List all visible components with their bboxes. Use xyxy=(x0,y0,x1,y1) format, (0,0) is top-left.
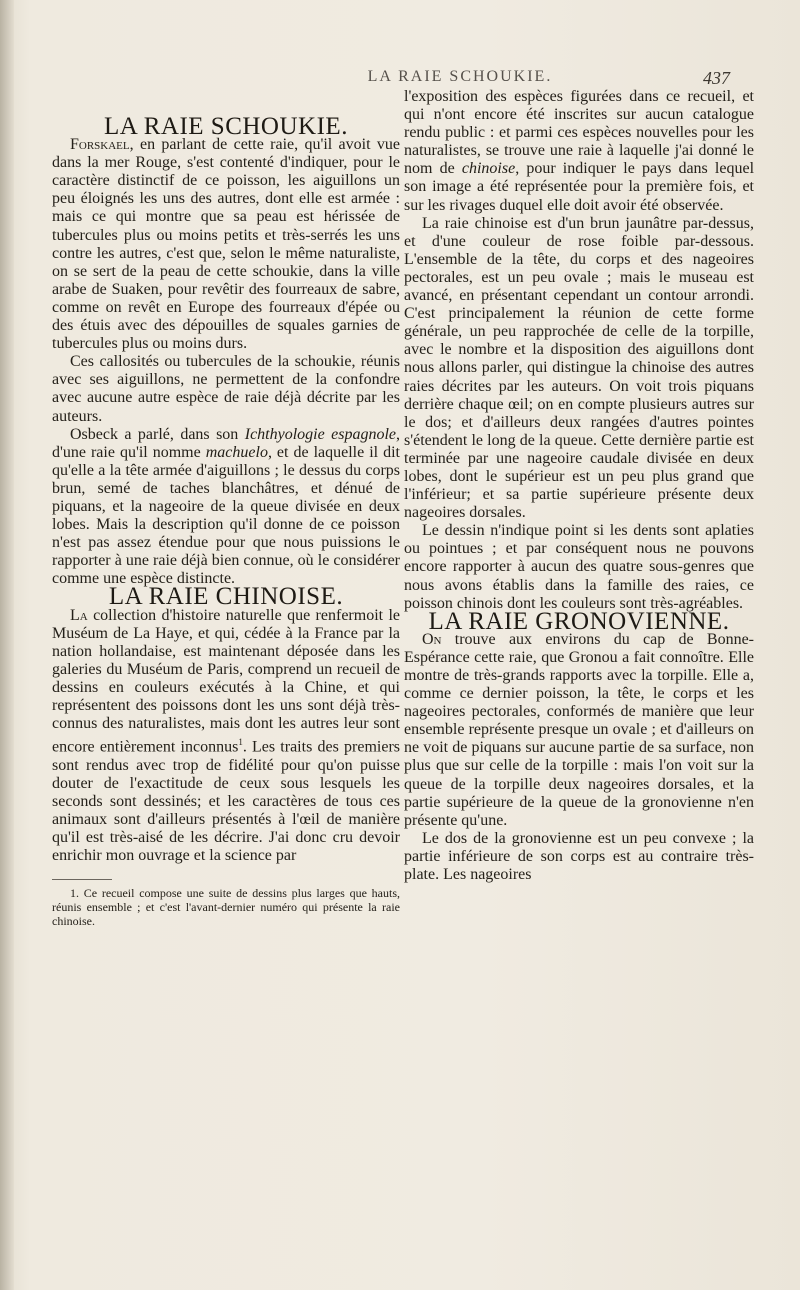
right-column xyxy=(404,88,754,884)
paragraph-text: Osbeck a parlé, dans son xyxy=(70,425,245,443)
footnote-marker: 1 xyxy=(238,737,243,748)
italic-title: Ichthyologie espagnole xyxy=(244,425,396,443)
paragraph-lead-word: La xyxy=(70,606,88,624)
left-column xyxy=(52,113,400,929)
page-number: 437 xyxy=(703,68,730,88)
paragraph-text: l'exposition des espèces figurées dans ce recueil, et qui n'ont encore été inscrites sur aucun catalogue rendu public : et parmi ces espèces nouvelles pour les naturalistes, se trouve une raie à laquelle j'ai donné le nom de xyxy=(404,88,754,178)
italic-name: machuelo xyxy=(205,443,268,461)
section-title-schoukie: LA RAIE SCHOUKIE. xyxy=(104,113,348,140)
paragraph-text: , en parlant de cette raie, qu'il avoit vue dans la mer Rouge, s'est contenté d'indiquer, pour le caractère distinctif de ce poisson, les aiguillons un peu éloignés les uns des autres, dont elle est armée : mais ce qui montre que sa peau est hérissée de tubercules plus ou moins petits et très-serrés les uns contre les autres, c'est que, selon le même naturaliste, on se sert de la peau de cette schoukie, dans la ville arabe de Suaken, pour revêtir des fourreaux de sabre, comme on revêt en Europe des fourreaux d'épée ou des étuis avec des dépouilles de squales garnies de tubercules plus ou moins durs. xyxy=(52,136,400,353)
paragraph-forskael xyxy=(52,136,400,353)
section-title-gronovienne: LA RAIE GRONOVIENNE. xyxy=(428,607,730,635)
paragraph-gronovienne xyxy=(404,631,754,830)
paragraph-dos: Le dos de la gronovienne est un peu convexe ; la partie inférieure de son corps est au contraire très-plate. Les nageoires xyxy=(404,829,754,884)
paragraph-description: La raie chinoise est d'un brun jaunâtre par-dessus, et d'une couleur de rose foible par-dessous. L'ensemble de la tête, du corps et des nageoires pectorales, est un peu ovale ; mais le museau est avancé, en présentant cependant un contour arrondi. C'est principalement la réunion de cette forme générale, un peu rapprochée de celle de la torpille, avec le nombre et la disposition des aiguillons dont nous allons parler, qui distingue la chinoise des autres raies décrites par les auteurs. On voit trois piquans derrière chaque œil; on en compte plusieurs autres sur le dos; et d'ailleurs deux rangées d'autres pointes s'étendent le long de la queue. Cette dernière partie est terminée par une nageoire caudale divisée en deux lobes, dont le supérieur est un peu plus grand que l'inférieur; et sa partie supérieure présente deux nageoires dorsales. xyxy=(404,214,754,522)
paragraph-text: trouve aux environs du cap de Bonne-Espérance cette raie, que Gronou a fait connoître. Elle montre de très-grands rapports avec la torpille. Elle a, comme ce dernier poisson, la tête, le corps et les nageoires pectorales, conformés de manière que leur ensemble représente presque un ovale ; et d'ailleurs on ne voit de piquans sur aucune partie de sa surface, non plus que sur celle de la torpille : mais l'on voit sur la queue de la torpille deux nageoires dorsales, et la partie supérieure de la queue de la gronovienne n'en présente qu'une. xyxy=(404,630,754,829)
paragraph-text: , d'une raie qu'il nomme xyxy=(52,425,400,461)
paragraph-callosites: Ces callosités ou tubercules de la schoukie, réunis avec ses aiguillons, ne permettent de la confondre avec aucune autre espèce de raie déjà décrite par les auteurs. xyxy=(52,353,400,425)
paragraph-lead-word: Forskael xyxy=(70,136,130,154)
paragraph-lead-word: On xyxy=(422,630,442,648)
binding-shadow xyxy=(0,0,14,1290)
running-head: LA RAIE SCHOUKIE. xyxy=(367,68,553,85)
italic-name: chinoise xyxy=(461,160,516,178)
section-title-chinoise: LA RAIE CHINOISE. xyxy=(108,583,344,611)
paragraph-exposition xyxy=(404,88,754,215)
paragraph-osbeck xyxy=(52,426,400,589)
paragraph-text: collection d'histoire naturelle que renfermoit le Muséum de La Haye, et qui, cédée à la France par la nation hollandaise, est maintenant déposée dans les galeries du Muséum de Paris, comprend un recueil de dessins en couleurs exécutés à la Chine, et qui représentent des poissons dont les uns sont déjà très-connus des naturalistes, mais dont les autres leur sont encore entièrement inconnus xyxy=(52,606,400,756)
paragraph-dessin: Le dessin n'indique point si les dents sont aplaties ou pointues ; et par conséquent nous ne pouvons encore rapporter à aucun des quatre sous-genres que nous avons établis dans la famille des raies, ce poisson chinois dont les couleurs sont très-agréables. xyxy=(404,522,754,612)
footnote: 1. Ce recueil compose une suite de dessins plus larges que hauts, réunis ensemble ; et c'est l'avant-dernier numéro qui présente la raie chinoise. xyxy=(52,886,400,929)
paragraph-collection xyxy=(52,607,400,866)
paragraph-text: . Les traits des premiers sont rendus avec trop de fidélité pour qu'on puisse douter de l'exactitude de ceux sous lesquels les seconds sont dessinés; et les caractères de tous ces animaux sont d'ailleurs présentés à l'œil de manière qu'il est très-aisé de les décrire. J'ai donc cru devoir enrichir mon ouvrage et la science par xyxy=(52,738,400,865)
footnote-rule xyxy=(52,879,112,880)
paragraph-text: , pour indiquer le pays dans lequel son image a été représentée pour la première fois, et sur les rivages duquel elle doit avoir été observée. xyxy=(404,160,755,214)
paragraph-text: , et de laquelle il dit qu'elle a la tête armée d'aiguillons ; le dessus du corps brun, semé de taches blanchâtres, et dénué de piquans, et la nageoire de la queue divisée en deux lobes. Mais la description qu'il donne de ce poisson n'est pas assez étendue pour que nous puissions le rapporter à une raie déjà bien connue, où le considérer comme une espèce distincte. xyxy=(52,443,400,588)
